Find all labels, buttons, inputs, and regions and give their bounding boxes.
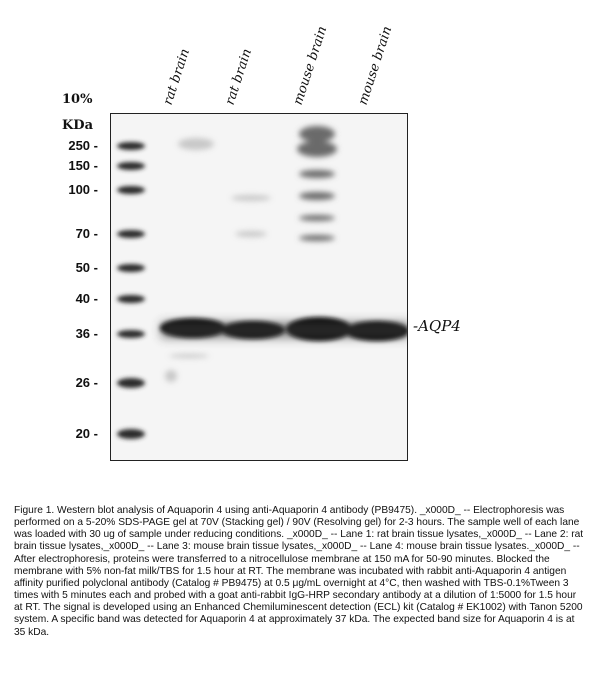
marker-150: 150 - <box>68 158 98 173</box>
kda-label: KDa <box>62 118 93 133</box>
marker-50: 50 - <box>75 260 98 275</box>
lane-2-label: rat brain <box>222 47 255 107</box>
marker-40: 40 - <box>75 291 98 306</box>
marker-36: 36 - <box>75 326 98 341</box>
lane-1-label: rat brain <box>160 47 193 107</box>
marker-100: 100 - <box>68 182 98 197</box>
target-band-label: -AQP4 <box>413 317 461 335</box>
gel-percent-label: 10% <box>62 92 93 107</box>
lane-4-label: mouse brain <box>355 24 396 108</box>
marker-70: 70 - <box>75 226 98 241</box>
marker-20: 20 - <box>75 426 98 441</box>
blot-svg <box>111 114 408 461</box>
lane-3-label: mouse brain <box>290 24 331 108</box>
marker-26: 26 - <box>75 375 98 390</box>
western-blot-image <box>110 113 408 461</box>
figure-caption: Figure 1. Western blot analysis of Aquaporin 4 using anti-Aquaporin 4 antibody (PB9475). _x000D_ -- Electrophoresis was performed on a 5-20% SDS-PAGE gel at 70V (Stacking gel) / 90V (Resolving gel) for 2-3 hours. The sample well of each lane was loaded with 30 ug of sample under reducing conditions. _x000D_ -- Lane 1: rat brain tissue lysates,_x000D_ -- Lane 2: rat brain tissue lysates,_x000D_ -- Lane 3: mouse brain tissue lysates,_x000D_ -- Lane 4: mouse brain tissue lysates._x000D_ -- After electrophoresis, proteins were transferred to a nitrocellulose membrane at 150 mA for 50-90 minutes. Blocked the membrane with 5% non-fat milk/TBS for 1.5 hour at RT. The membrane was incubated with rabbit anti-Aquaporin 4 antigen affinity purified polyclonal antibody (Catalog # PB9475) at 0.5 μg/mL overnight at 4°C, then washed with TBS-0.1%Tween 3 times with 5 minutes each and probed with a goat anti-rabbit IgG-HRP secondary antibody at a dilution of 1:5000 for 1.5 hour at RT. The signal is developed using an Enhanced Chemiluminescent detection (ECL) kit (Catalog # EK1002) with Tanon 5200 system. A specific band was detected for Aquaporin 4 at approximately 37 kDa. The expected band size for Aquaporin 4 is at 35 kDa. <box>14 505 584 638</box>
marker-250: 250 - <box>68 138 98 153</box>
